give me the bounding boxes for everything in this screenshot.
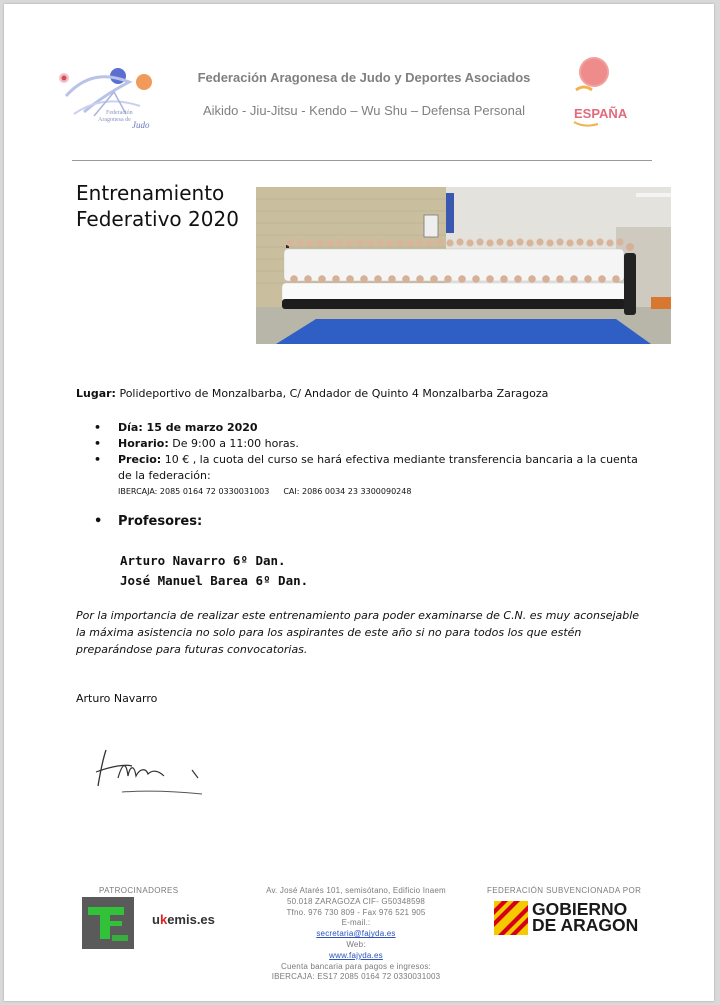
account-ibercaja: IBERCAJA: 2085 0164 72 0330031003: [118, 487, 270, 496]
list-item: • Horario: De 9:00 a 11:00 horas.: [94, 437, 299, 450]
federation-address: [236, 886, 476, 983]
list-item: • Precio: 10 € , la cuota del curso se hará efectiva mediante transferencia bancaria a la cuenta de la federación:: [94, 453, 638, 482]
federation-logo: [54, 56, 156, 134]
gobierno-line-1: GOBIERNO: [532, 899, 628, 919]
account-cai: CAI: 2086 0034 23 3300090248: [283, 487, 412, 496]
document-title: [76, 180, 256, 232]
gobierno-aragon-logo: [494, 901, 654, 937]
signer-name: Arturo Navarro: [76, 692, 158, 705]
teachers-list: [120, 551, 440, 591]
address-line: Av. José Atarés 101, semisótano, Edificio Inaem: [266, 886, 446, 895]
sponsor-ukemis[interactable]: ukemis.es: [152, 912, 215, 927]
date-value: Día: 15 de marzo 2020: [118, 421, 258, 434]
svg-text:Aragonesa de: Aragonesa de: [98, 117, 131, 123]
teacher-name: Arturo Navarro 6º Dan.: [120, 553, 286, 568]
location-line: [76, 387, 676, 400]
teachers-label: Profesores:: [118, 514, 203, 529]
subsidy-heading: FEDERACIÓN SUBVENCIONADA POR: [487, 886, 642, 895]
document-page: [4, 4, 714, 1001]
list-item: • Día: 15 de marzo 2020: [94, 421, 258, 434]
sponsors-heading: PATROCINADORES: [99, 886, 179, 895]
teacher-name: José Manuel Barea 6º Dan.: [120, 573, 309, 588]
federation-sports: Aikido - Jiu-Jitsu - Kendo – Wu Shu – Defensa Personal: [202, 103, 526, 118]
schedule-label: Horario:: [118, 437, 169, 450]
bank-accounts: [94, 485, 644, 499]
location-label: Lugar:: [76, 387, 116, 400]
svg-text:Judo: Judo: [132, 120, 150, 130]
aragon-flag-icon: [494, 901, 528, 935]
contact-line: E-mail.: secretaria@fajyda.es Web: www.fajyda.es: [316, 918, 396, 960]
title-line-1: Entrenamiento: [76, 181, 225, 205]
svg-text:ESPAÑA: ESPAÑA: [574, 106, 628, 121]
web-link[interactable]: www.fajyda.es: [329, 950, 383, 960]
title-line-2: Federativo 2020: [76, 207, 239, 231]
header-divider: [72, 160, 652, 161]
address-line: 50.018 ZARAGOZA CIF- G50348598: [286, 896, 426, 906]
signature-image: [92, 742, 222, 802]
location-value: Polideportivo de Monzalbarba, C/ Andador de Quinto 4 Monzalbarba Zaragoza: [115, 387, 549, 400]
email-link[interactable]: secretaria@fajyda.es: [316, 929, 396, 939]
group-photo: [256, 187, 671, 344]
svg-text:Federación: Federación: [106, 110, 133, 116]
bank-line: IBERCAJA: ES17 2085 0164 72 0330031003: [271, 972, 441, 982]
gobierno-line-2: DE ARAGON: [532, 915, 639, 935]
price-label: Precio:: [118, 453, 162, 466]
price-value: 10 € , la cuota del curso se hará efectiva mediante transferencia bancaria a la cuenta de la federación:: [118, 453, 638, 482]
details-list: [94, 420, 644, 499]
federation-name: Federación Aragonesa de Judo y Deportes Asociados: [197, 70, 531, 85]
address-line: Tfno. 976 730 809 - Fax 976 521 905: [286, 907, 426, 917]
teachers-heading: • Profesores:: [94, 514, 203, 529]
spain-logo: [570, 56, 640, 134]
schedule-value: De 9:00 a 11:00 horas.: [168, 437, 299, 450]
sponsor-logo: [82, 897, 134, 949]
bank-line: Cuenta bancaria para pagos e ingresos:: [281, 961, 431, 971]
recommendation-paragraph: Por la importancia de realizar este entrenamiento para poder examinarse de C.N. es muy aconsejable la máxima asistencia no solo para los aspirantes de este año si no para todos los que estén preparándose para futuras convocatorias.: [76, 609, 640, 656]
